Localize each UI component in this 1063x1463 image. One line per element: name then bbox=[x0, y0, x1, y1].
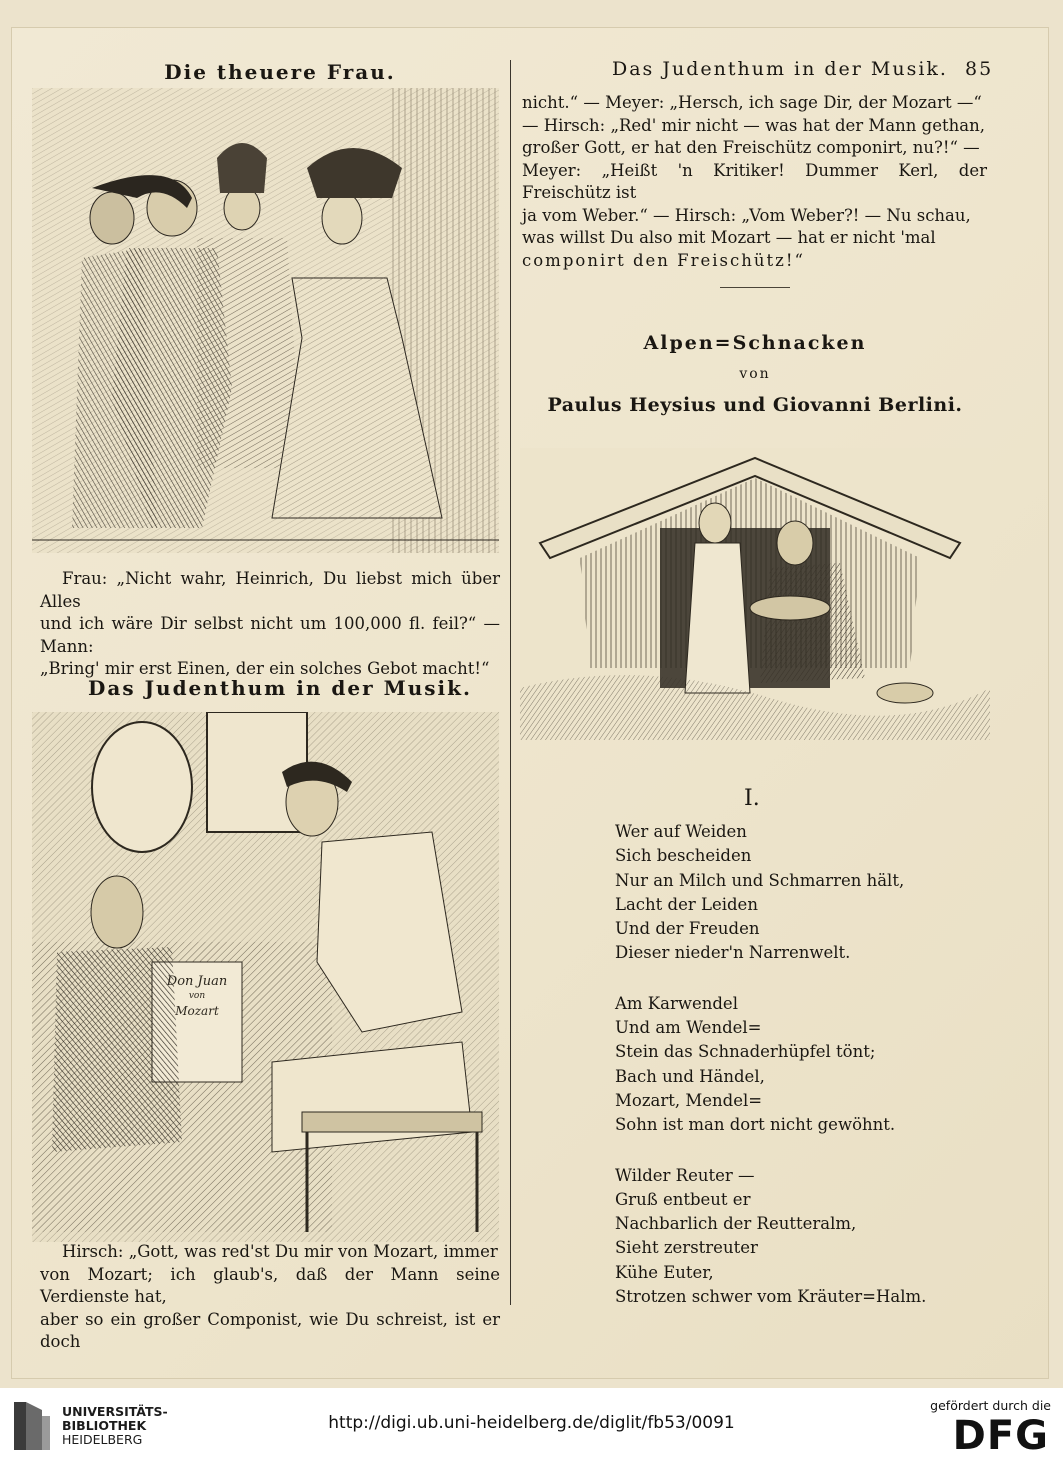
poem-section-number: I. bbox=[744, 786, 760, 811]
dialogue-continuation bbox=[522, 92, 987, 272]
title-von: von bbox=[739, 366, 771, 382]
caption1-line: Frau: „Nicht wahr, Heinrich, Du liebst mich über Alles bbox=[40, 569, 500, 611]
sheet-music-line: von bbox=[188, 991, 206, 1001]
poem-line: Wer auf Weiden bbox=[615, 822, 747, 841]
dialogue-line: nicht.“ — Meyer: „Hersch, ich sage Dir, der Mozart —“ bbox=[522, 93, 982, 112]
caption1-line: und ich wäre Dir selbst nicht um 100,000 fl. feil?“ — Mann: bbox=[40, 614, 500, 656]
stanza-gap bbox=[615, 966, 926, 992]
caption2-line: Hirsch: „Gott, was red'st Du mir von Mozart, immer bbox=[62, 1242, 498, 1261]
poem-line: Stein das Schnaderhüpfel tönt; bbox=[615, 1042, 876, 1062]
library-line: BIBLIOTHEK bbox=[62, 1418, 147, 1433]
poem-line: Kühe Euter, bbox=[615, 1262, 714, 1282]
poem-line: Sieht zerstreuter bbox=[615, 1238, 758, 1258]
caption-judenthum bbox=[40, 1241, 500, 1354]
engraving-couple bbox=[32, 88, 499, 553]
dfg-logo[interactable]: DFG bbox=[952, 1413, 1049, 1459]
sheet-music-line: Mozart bbox=[175, 1004, 219, 1018]
dialogue-line: — Hirsch: „Red' mir nicht — was hat der Mann gethan, bbox=[522, 115, 985, 135]
page-number: 85 bbox=[965, 58, 994, 80]
title-die-theuere-frau: Die theuere Frau. bbox=[164, 60, 396, 84]
title-authors: Paulus Heysius und Giovanni Berlini. bbox=[547, 394, 963, 416]
sheet-music-line: Don Juan bbox=[166, 974, 228, 989]
stanza-gap bbox=[615, 1138, 926, 1164]
poem-line: Bach und Händel, bbox=[615, 1066, 765, 1086]
running-title: Das Judenthum in der Musik. bbox=[612, 58, 948, 80]
title-alpen-schnacken: Alpen=Schnacken bbox=[643, 332, 867, 354]
poem-line: Wilder Reuter — bbox=[615, 1165, 755, 1185]
poem-line: Sich bescheiden bbox=[615, 846, 752, 866]
caption2-line: von Mozart; ich glaub's, daß der Mann seine Verdienste hat, bbox=[40, 1264, 500, 1306]
sheet-music-label bbox=[159, 974, 235, 1019]
engraving-hut bbox=[520, 448, 990, 740]
caption2-line: aber so ein großer Componist, wie Du schreist, ist er doch bbox=[40, 1309, 500, 1351]
library-line: UNIVERSITÄTS- bbox=[62, 1404, 168, 1419]
poem-line: Nur an Milch und Schmarren hält, bbox=[615, 870, 905, 890]
illustration-couple bbox=[32, 88, 499, 553]
poem-line: Mozart, Mendel= bbox=[615, 1090, 763, 1110]
dialogue-line: componirt den Freischütz!“ bbox=[522, 250, 805, 270]
poem-line: Gruß entbeut er bbox=[615, 1189, 751, 1209]
dialogue-line: großer Gott, er hat den Freischütz componirt, nu?!“ — bbox=[522, 138, 980, 157]
poem-line: Nachbarlich der Reutteralm, bbox=[615, 1214, 857, 1234]
dialogue-line: was willst Du also mit Mozart — hat er nicht 'mal bbox=[522, 228, 936, 247]
poem-line: Am Karwendel bbox=[615, 993, 738, 1013]
poem-line: Strotzen schwer vom Kräuter=Halm. bbox=[615, 1287, 927, 1307]
poem-line: Dieser nieder'n Narrenwelt. bbox=[615, 943, 851, 963]
poem-line: Und am Wendel= bbox=[615, 1018, 762, 1038]
poem-alpen-schnacken bbox=[615, 820, 926, 1309]
dialogue-line: ja vom Weber.“ — Hirsch: „Vom Weber?! — Nu schau, bbox=[522, 205, 971, 225]
caption-die-theuere-frau bbox=[40, 568, 500, 681]
illustration-piano-scene bbox=[32, 712, 499, 1242]
poem-line: Und der Freuden bbox=[615, 919, 760, 939]
funded-by-label: gefördert durch die bbox=[930, 1398, 1051, 1413]
engraving-piano bbox=[32, 712, 499, 1242]
poem-line: Lacht der Leiden bbox=[615, 894, 758, 914]
caption1-line: „Bring' mir erst Einen, der ein solches Gebot macht!“ bbox=[40, 659, 490, 678]
dialogue-line: Meyer: „Heißt 'n Kritiker! Dummer Kerl, der Freischütz ist bbox=[522, 160, 987, 202]
permalink-url[interactable]: http://digi.ub.uni-heidelberg.de/diglit/fb53/0091 bbox=[328, 1413, 735, 1433]
viewer-footer bbox=[0, 1388, 1063, 1463]
section-rule bbox=[720, 287, 790, 288]
illustration-alpine-hut bbox=[520, 448, 990, 740]
column-divider bbox=[510, 60, 511, 1305]
poem-line: Sohn ist man dort nicht gewöhnt. bbox=[615, 1115, 896, 1135]
title-judenthum-in-der-musik: Das Judenthum in der Musik. bbox=[88, 676, 472, 700]
library-line: HEIDELBERG bbox=[62, 1432, 143, 1447]
